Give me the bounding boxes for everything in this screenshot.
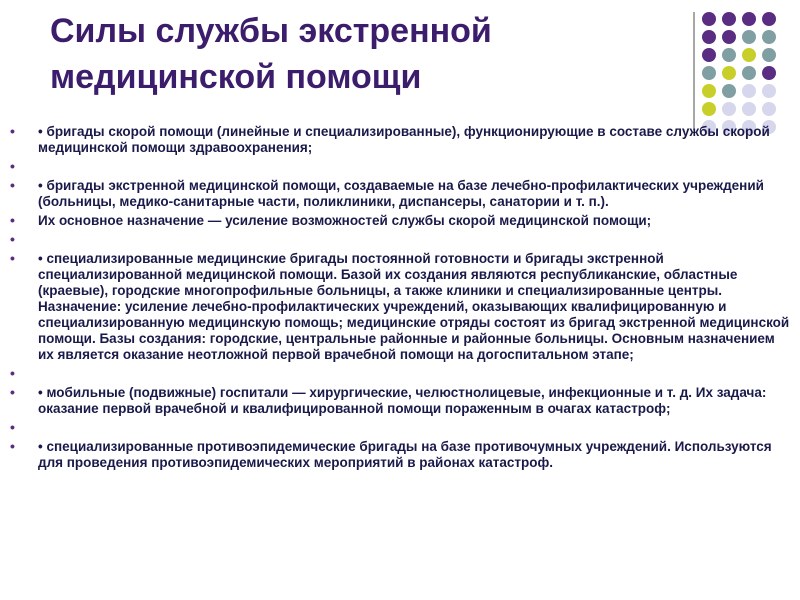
list-item-text: • специализированные медицинские бригады постоянной готовности и бригады экстренной специализированной медицинской помощи. Базой их создания являются республиканские, областные (краевые), городские многопрофильные больницы, а также клиники и специализированные центры. Назначение: усиление лечебно-профилактических учреждений, оказывающих квалифицированную и специализированную медицинскую помощь; медицинские отряды состоят из бригад экстренной медицинской помощи. Базы создания: городские, центральные районные и районные больницы. Основным назначением их является оказание неотложной первой врачебной помощи на догоспитальном этапе; bbox=[38, 251, 790, 362]
decor-dot bbox=[702, 66, 716, 80]
slide-title-line-1: Силы службы экстренной bbox=[50, 12, 492, 50]
decor-dot bbox=[762, 30, 776, 44]
decor-dot bbox=[722, 12, 736, 26]
list-item-text: • мобильные (подвижные) госпитали — хирургические, челюстнолицевые, инфекционные и т. д. Их задача: оказание первой врачебной и квалифицированной помощи пораженным в очагах катастроф; bbox=[38, 385, 767, 416]
decor-dot bbox=[722, 102, 736, 116]
decor-dot bbox=[722, 48, 736, 62]
decor-dot bbox=[742, 12, 756, 26]
list-item bbox=[10, 159, 790, 175]
bullet-marker: • bbox=[10, 384, 15, 400]
decor-dot bbox=[702, 84, 716, 98]
list-item-text: • бригады скорой помощи (линейные и специализированные), функционирующие в составе службы скорой медицинской помощи здравоохранения; bbox=[38, 124, 770, 155]
list-item-text bbox=[38, 420, 790, 436]
slide-title bbox=[50, 8, 670, 100]
list-item-text: Их основное назначение — усиление возможностей службы скорой медицинской помощи; bbox=[38, 213, 652, 228]
decor-dot bbox=[762, 84, 776, 98]
list-item bbox=[10, 366, 790, 382]
decor-dot bbox=[742, 102, 756, 116]
decor-divider-line bbox=[693, 12, 695, 130]
decor-dot bbox=[762, 102, 776, 116]
decor-dot bbox=[722, 84, 736, 98]
bullet-marker: • bbox=[10, 438, 15, 454]
decor-dot bbox=[742, 30, 756, 44]
decor-dot bbox=[702, 12, 716, 26]
decor-dot bbox=[702, 48, 716, 62]
list-item bbox=[10, 385, 790, 417]
decor-dot bbox=[702, 30, 716, 44]
list-item bbox=[10, 232, 790, 248]
bullet-marker: • bbox=[10, 250, 15, 266]
bullet-list bbox=[10, 124, 790, 474]
decor-dot bbox=[722, 30, 736, 44]
list-item bbox=[10, 251, 790, 363]
bullet-marker: • bbox=[10, 177, 15, 193]
list-item bbox=[10, 420, 790, 436]
list-item bbox=[10, 178, 790, 210]
bullet-marker: • bbox=[10, 158, 15, 174]
decor-dot bbox=[762, 66, 776, 80]
list-item-text: • специализированные противоэпидемические бригады на базе противочумных учреждений. Используются для проведения противоэпидемических мероприятий в районах катастроф. bbox=[38, 439, 772, 470]
list-item-text: • бригады экстренной медицинской помощи, создаваемые на базе лечебно-профилактических учреждений (больницы, медико-санитарные части, поликлиники, диспансеры, санатории и т. п.). bbox=[38, 178, 764, 209]
bullet-marker: • bbox=[10, 123, 15, 139]
list-item-text bbox=[38, 366, 790, 382]
decor-dot-grid bbox=[702, 12, 776, 134]
list-item bbox=[10, 439, 790, 471]
list-item-text bbox=[38, 159, 790, 175]
decor-dot bbox=[742, 48, 756, 62]
decor-dot bbox=[742, 66, 756, 80]
list-item bbox=[10, 124, 790, 156]
decor-dot bbox=[762, 48, 776, 62]
list-item-text bbox=[38, 232, 790, 248]
bullet-marker: • bbox=[10, 231, 15, 247]
slide-title-line-2: медицинской помощи bbox=[50, 58, 422, 96]
bullet-marker: • bbox=[10, 365, 15, 381]
bullet-marker: • bbox=[10, 419, 15, 435]
decor-dot bbox=[722, 66, 736, 80]
decor-dot bbox=[742, 84, 756, 98]
decor-dot bbox=[702, 102, 716, 116]
decor-dot bbox=[762, 12, 776, 26]
bullet-marker: • bbox=[10, 212, 15, 228]
list-item bbox=[10, 213, 790, 229]
